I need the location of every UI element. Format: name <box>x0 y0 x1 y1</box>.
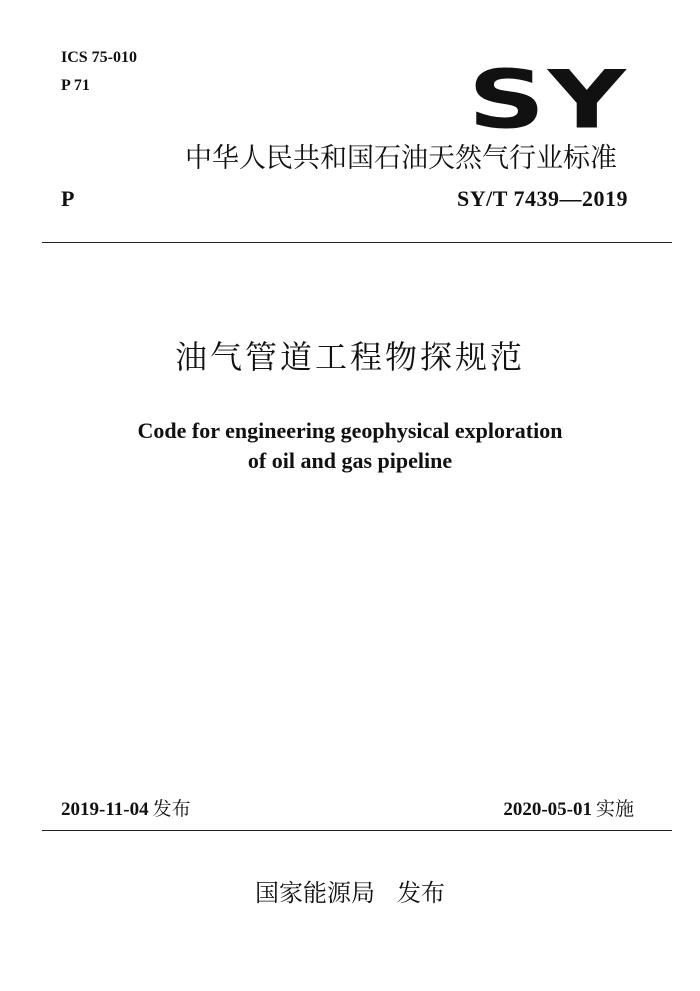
implementation-date-label: 实施 <box>595 798 634 820</box>
issue-date-value: 2019-11-04 <box>61 799 149 820</box>
bottom-divider <box>42 830 672 831</box>
top-divider <box>42 242 672 243</box>
title-english-line-1: Code for engineering geophysical exploration <box>137 418 563 443</box>
title-english <box>0 416 700 476</box>
ccs-code: P 71 <box>61 77 90 94</box>
publisher-name: 国家能源局 <box>255 879 375 907</box>
title-english-line-2: of oil and gas pipeline <box>247 448 453 473</box>
category-code: P <box>61 186 75 211</box>
implementation-date-value: 2020-05-01 <box>503 799 592 820</box>
standard-code: SY/T 7439—2019 <box>456 186 628 211</box>
ics-code: ICS 75-010 <box>61 49 138 66</box>
issue-date-label: 发布 <box>152 798 191 820</box>
organization-title: 中华人民共和国石油天然气行业标准 <box>185 143 617 174</box>
sy-logo: SY <box>467 53 628 147</box>
publisher-action: 发布 <box>397 879 445 907</box>
implementation-date <box>503 797 634 822</box>
publisher <box>0 878 700 908</box>
title-chinese: 油气管道工程物探规范 <box>174 338 525 376</box>
issue-date <box>61 797 191 822</box>
